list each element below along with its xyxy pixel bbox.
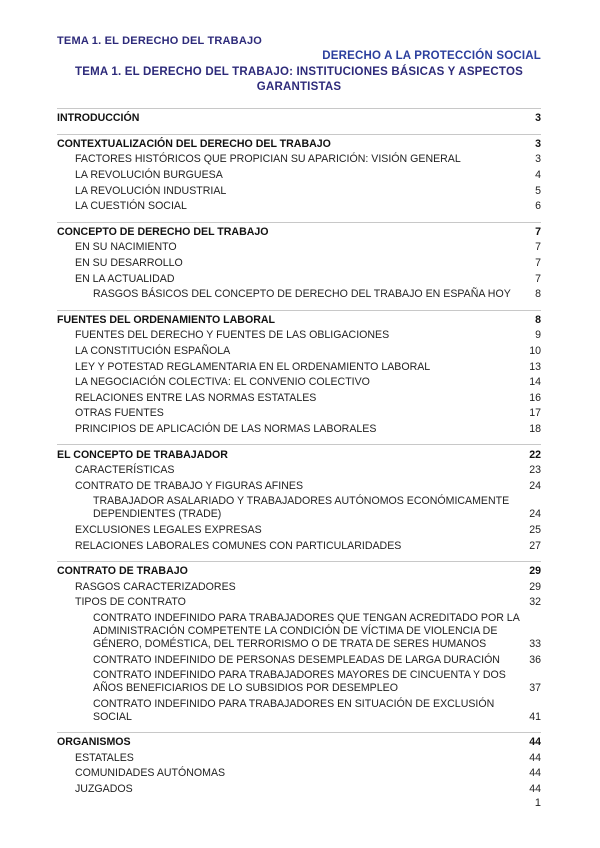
toc-entry-title: CONTEXTUALIZACIÓN DEL DERECHO DEL TRABAJO [57,137,331,150]
toc-entry-title: OTRAS FUENTES [75,407,164,420]
toc-entry-page: 24 [529,508,541,521]
toc-entry-page: 23 [529,464,541,477]
toc-entry-page: 3 [535,112,541,125]
toc-entry-title: CONTRATO INDEFINIDO DE PERSONAS DESEMPLEADAS DE LARGA DURACIÓN [93,653,500,666]
toc-entry-page: 5 [535,184,541,197]
toc-entry[interactable] [57,463,541,479]
toc-entry-title: FUENTES DEL DERECHO Y FUENTES DE LAS OBLIGACIONES [75,329,390,342]
toc-entry[interactable] [57,271,541,287]
toc-entry-title: CONTRATO INDEFINIDO PARA TRABAJADORES EN SITUACIÓN DE EXCLUSIÓN SOCIAL [93,697,495,723]
toc-section [57,732,541,797]
course-title: DERECHO A LA PROTECCIÓN SOCIAL [322,50,541,62]
table-of-contents [57,108,541,804]
toc-entry-page: 29 [529,580,541,593]
toc-entry-title: EL CONCEPTO DE TRABAJADOR [57,448,228,461]
toc-entry-title: LA REVOLUCIÓN INDUSTRIAL [75,184,227,197]
toc-entry-title: COMUNIDADES AUTÓNOMAS [75,767,226,780]
toc-entry[interactable] [57,668,541,697]
toc-entry-title: EN SU DESARROLLO [75,257,183,270]
toc-entry-title: ESTATALES [75,751,134,764]
toc-heading[interactable] [57,137,541,153]
toc-entry-title: FACTORES HISTÓRICOS QUE PROPICIAN SU APARICIÓN: VISIÓN GENERAL [75,153,461,166]
toc-entry-page: 9 [535,329,541,342]
toc-entry[interactable] [57,391,541,407]
toc-entry-page: 44 [529,767,541,780]
toc-entry-page: 7 [535,225,541,238]
toc-entry[interactable] [57,375,541,391]
toc-entry-page: 14 [529,376,541,389]
toc-entry[interactable] [57,523,541,539]
toc-entry[interactable] [57,595,541,611]
toc-entry-page: 4 [535,169,541,182]
toc-heading[interactable] [57,313,541,329]
toc-entry[interactable] [57,152,541,168]
running-header: TEMA 1. EL DERECHO DEL TRABAJO [57,35,263,47]
toc-entry[interactable] [57,538,541,554]
toc-entry-page: 7 [535,272,541,285]
toc-entry-title: LA REVOLUCIÓN BURGUESA [75,169,223,182]
toc-entry-title: RELACIONES ENTRE LAS NORMAS ESTATALES [75,391,317,404]
toc-entry-page: 32 [529,596,541,609]
toc-entry[interactable] [57,287,541,303]
toc-entry-title: CONCEPTO DE DERECHO DEL TRABAJO [57,225,269,238]
toc-entry[interactable] [57,652,541,668]
toc-heading[interactable] [57,735,541,751]
toc-entry[interactable] [57,328,541,344]
toc-entry-page: 44 [529,751,541,764]
toc-entry-title: CARACTERÍSTICAS [75,464,175,477]
toc-entry-page: 29 [529,565,541,578]
toc-entry[interactable] [57,199,541,215]
toc-entry-page: 18 [529,422,541,435]
toc-heading[interactable] [57,225,541,241]
toc-entry-page: 16 [529,391,541,404]
toc-entry[interactable] [57,579,541,595]
toc-entry-title: PRINCIPIOS DE APLICACIÓN DE LAS NORMAS LABORALES [75,422,377,435]
toc-section [57,310,541,438]
toc-heading[interactable] [57,111,541,127]
toc-entry-page: 33 [529,637,541,650]
toc-section [57,444,541,554]
toc-entry-title: LEY Y POTESTAD REGLAMENTARIA EN EL ORDENAMIENTO LABORAL [75,360,431,373]
toc-entry-title: EXCLUSIONES LEGALES EXPRESAS [75,523,262,536]
toc-entry[interactable] [57,183,541,199]
toc-entry-page: 17 [529,407,541,420]
toc-entry-title: TIPOS DE CONTRATO [75,596,186,609]
toc-entry-page: 10 [529,345,541,358]
toc-entry-page: 8 [535,313,541,326]
toc-entry-page: 3 [535,153,541,166]
toc-entry[interactable] [57,611,541,653]
toc-entry-page: 7 [535,241,541,254]
toc-section [57,108,541,127]
toc-entry-page: 41 [529,710,541,723]
toc-entry[interactable] [57,751,541,767]
toc-entry-page: 22 [529,448,541,461]
toc-entry-title: RASGOS CARACTERIZADORES [75,580,236,593]
toc-entry-title: RASGOS BÁSICOS DEL CONCEPTO DE DERECHO DEL TRABAJO EN ESPAÑA HOY [93,288,511,301]
toc-entry[interactable] [57,494,541,523]
toc-entry-title: ORGANISMOS [57,736,131,749]
toc-entry-title: EN LA ACTUALIDAD [75,272,175,285]
toc-entry[interactable] [57,766,541,782]
toc-entry-page: 44 [529,736,541,749]
page-number: 1 [534,797,541,809]
toc-entry-title: CONTRATO DE TRABAJO [57,565,188,578]
toc-entry-title: LA CUESTIÓN SOCIAL [75,200,187,213]
toc-entry-title: RELACIONES LABORALES COMUNES CON PARTICULARIDADES [75,539,402,552]
toc-entry-title: TRABAJADOR ASALARIADO Y TRABAJADORES AUTÓNOMOS ECONÓMICAMENTE DEPENDIENTES (TRADE) [93,495,510,521]
toc-entry[interactable] [57,240,541,256]
toc-entry-title: FUENTES DEL ORDENAMIENTO LABORAL [57,313,275,326]
toc-section [57,561,541,725]
toc-entry-title: CONTRATO DE TRABAJO Y FIGURAS AFINES [75,479,304,492]
toc-entry-page: 25 [529,523,541,536]
toc-entry[interactable] [57,478,541,494]
toc-entry-title: LA NEGOCIACIÓN COLECTIVA: EL CONVENIO COLECTIVO [75,376,370,389]
toc-entry[interactable] [57,406,541,422]
toc-heading[interactable] [57,447,541,463]
toc-entry[interactable] [57,422,541,438]
toc-heading[interactable] [57,564,541,580]
toc-entry-page: 3 [535,137,541,150]
toc-entry-title: EN SU NACIMIENTO [75,241,177,254]
toc-entry[interactable] [57,256,541,272]
toc-entry-page: 6 [535,200,541,213]
toc-entry-page: 8 [535,288,541,301]
toc-entry[interactable] [57,359,541,375]
toc-entry[interactable] [57,344,541,360]
toc-entry-title: INTRODUCCIÓN [57,112,140,125]
toc-entry-page: 24 [529,479,541,492]
toc-entry-page: 44 [529,783,541,796]
toc-entry[interactable] [57,168,541,184]
toc-entry-page: 37 [529,682,541,695]
toc-entry-title: CONTRATO INDEFINIDO PARA TRABAJADORES MAYORES DE CINCUENTA Y DOS AÑOS BENEFICIARIOS DE LO SUBSIDIOS POR DESEMPLEO [93,669,506,695]
toc-entry-page: 36 [529,653,541,666]
toc-entry-title: CONTRATO INDEFINIDO PARA TRABAJADORES QUE TENGAN ACREDITADO POR LA ADMINISTRACIÓN COMPETENTE LA CONDICIÓN DE VÍCTIMA DE VIOLENCIA DE GÉNERO, DOMÉSTICA, DEL TERRORISMO O DE TRATA DE SERES HUMANOS [93,611,520,650]
toc-entry-page: 13 [529,360,541,373]
toc-section [57,134,541,215]
toc-entry-page: 27 [529,539,541,552]
toc-entry[interactable] [57,782,541,798]
toc-entry-title: JUZGADOS [75,783,133,796]
toc-entry-page: 7 [535,257,541,270]
toc-section [57,222,541,303]
toc-entry[interactable] [57,696,541,725]
document-title: TEMA 1. EL DERECHO DEL TRABAJO: INSTITUCIONES BÁSICAS Y ASPECTOS GARANTISTAS [75,66,523,93]
toc-entry-title: LA CONSTITUCIÓN ESPAÑOLA [75,345,231,358]
